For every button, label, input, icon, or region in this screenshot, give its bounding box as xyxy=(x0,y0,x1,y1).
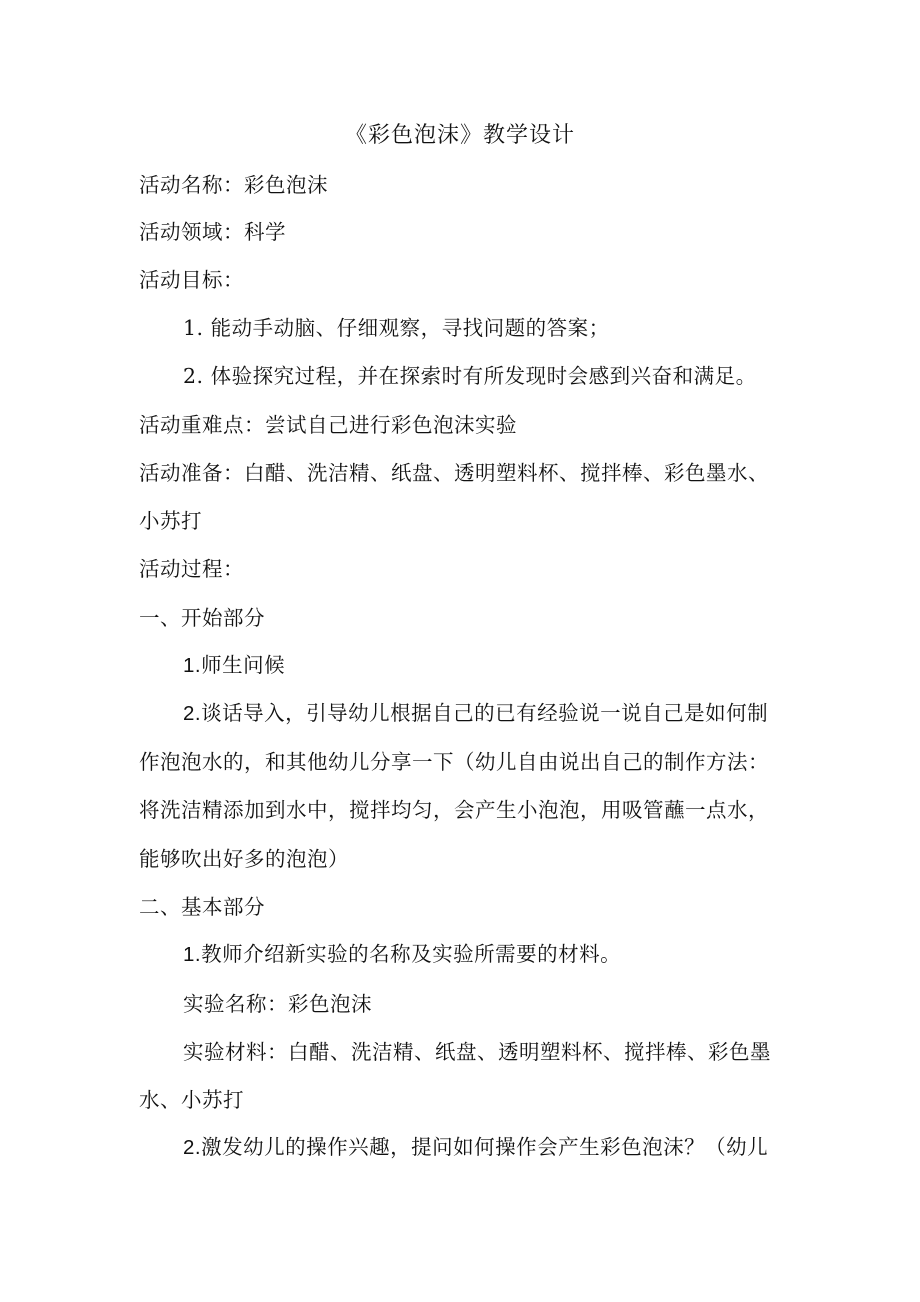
start-item-2-line-3: 将洗洁精添加到水中，搅拌均匀，会产生小泡泡，用吸管蘸一点水， xyxy=(139,798,769,822)
activity-goals-heading: 活动目标： xyxy=(139,268,244,292)
activity-name: 活动名称：彩色泡沫 xyxy=(139,173,328,197)
process-heading: 活动过程： xyxy=(139,557,244,581)
key-difficulty: 活动重难点：尝试自己进行彩色泡沫实验 xyxy=(139,413,517,437)
experiment-name: 实验名称：彩色泡沫 xyxy=(183,992,372,1016)
activity-domain: 活动领域：科学 xyxy=(139,220,286,244)
start-item-2-line-1: 2.谈话导入，引导幼儿根据自己的已有经验说一说自己是如何制 xyxy=(183,702,769,725)
basic-item-2: 2.激发幼儿的操作兴趣，提问如何操作会产生彩色泡沫？（幼儿 xyxy=(183,1136,769,1159)
page-title: 《彩色泡沫》教学设计 xyxy=(344,123,575,148)
preparation-line-2: 小苏打 xyxy=(139,509,202,533)
start-item-2-line-4: 能够吹出好多的泡泡） xyxy=(139,847,349,871)
experiment-materials-line-1: 实验材料：白醋、洗洁精、纸盘、透明塑料杯、搅拌棒、彩色墨 xyxy=(183,1040,771,1064)
section-heading-basic: 二、基本部分 xyxy=(139,895,265,919)
goal-item-2: 2. 体验探究过程，并在探索时有所发现时会感到兴奋和满足。 xyxy=(183,364,757,388)
start-item-1: 1.师生问候 xyxy=(183,654,286,677)
start-item-2-line-2: 作泡泡水的，和其他幼儿分享一下（幼儿自由说出自己的制作方法： xyxy=(139,750,769,774)
basic-item-1: 1.教师介绍新实验的名称及实验所需要的材料。 xyxy=(183,943,622,966)
section-heading-start: 一、开始部分 xyxy=(139,606,265,630)
experiment-materials-line-2: 水、小苏打 xyxy=(139,1088,244,1112)
goal-item-1: 1. 能动手动脑、仔细观察，寻找问题的答案； xyxy=(183,316,610,340)
preparation-line-1: 活动准备：白醋、洗洁精、纸盘、透明塑料杯、搅拌棒、彩色墨水、 xyxy=(139,461,769,485)
